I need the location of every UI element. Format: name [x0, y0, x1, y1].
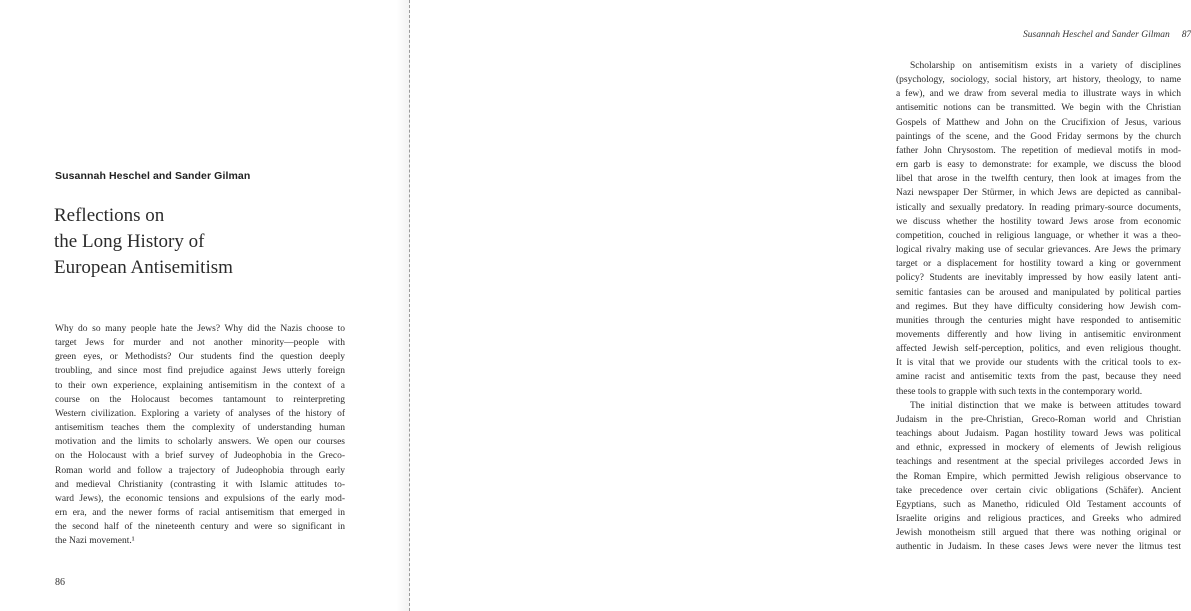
text-line: a few), and we draw from several media to illustrate ways in which — [896, 89, 1181, 100]
text-line: affected Jewish self-perception, politics, and even religious thought. — [896, 344, 1181, 355]
text-line: policy? Students are inevitably impressed by how easily latent anti- — [896, 273, 1181, 284]
paragraph — [896, 59, 1181, 399]
text-line: and regimes. But they have difficulty considering how Jewish com- — [896, 301, 1181, 312]
running-head — [1023, 30, 1191, 40]
chapter-title-line: Reflections on — [54, 205, 165, 226]
text-line: munities through the centuries might have responded to antisemitic — [896, 315, 1181, 326]
text-line: to their own experience, explaining antisemitism in the context of a — [55, 380, 345, 391]
text-line: the Roman Empire, which permitted Jewish religious observance to — [896, 471, 1181, 482]
text-line: istically and sexually predatory. In reading primary-source documents, — [896, 202, 1181, 213]
text-line: The initial distinction that we make is between attitudes toward — [910, 400, 1181, 411]
text-line: target Jews for murder and not another minority—people with — [55, 338, 345, 349]
right-page — [412, 0, 1191, 611]
text-line: competition, couched in religious language, or whether it was a theo- — [896, 230, 1181, 241]
text-line: take precedence over certain civic obligations (Schäfer). Ancient — [896, 485, 1181, 496]
text-line: target or a displacement for hostility toward a king or government — [896, 259, 1181, 270]
text-line: ward Jews), the economic tensions and expulsions of the early mod- — [55, 493, 345, 504]
text-line: Why do so many people hate the Jews? Why did the Nazis choose to — [55, 324, 345, 334]
chapter-title-line: the Long History of — [54, 231, 205, 252]
text-line: we discuss whether the hostility toward Jews arose from economic — [896, 216, 1181, 227]
text-line: Israelite origins and religious practices, and Greeks who admired — [896, 514, 1181, 524]
text-line: Jewish monotheism still argued that there was nothing original or — [896, 528, 1181, 539]
text-line: amine racist and antisemitic texts from the past, because they need — [896, 372, 1181, 383]
text-line: the second half of the nineteenth century and were so significant in — [55, 522, 345, 533]
text-line: Nazi newspaper Der Stürmer, in which Jews are depicted as cannibal- — [896, 188, 1181, 199]
opening-paragraph — [55, 322, 345, 549]
text-line: ern garb is easy to demonstrate: for example, we discuss the blood — [896, 160, 1181, 171]
chapter-title-line: European Antisemitism — [54, 257, 233, 278]
text-line: and medieval Christianity (contrasting it with Islamic attitudes to- — [55, 479, 345, 490]
text-line: logical rivalry making use of secular grievances. Are Jews the primary — [896, 245, 1181, 256]
text-line: and ethnic, expressed in mockery of elements of Jewish religious — [896, 443, 1181, 454]
text-line: motivation and the limits to scholarly answers. We open our courses — [55, 437, 345, 448]
text-line: movements differently and how living in antisemitic environment — [896, 329, 1181, 340]
text-line: course on the Holocaust becomes tantamount to reinterpreting — [55, 394, 345, 405]
text-line: Egyptians, such as Manetho, ridiculed Old Testament accounts of — [896, 499, 1181, 510]
text-line: on the Holocaust with a brief survey of Judeophobia in the Greco- — [55, 451, 345, 462]
text-line: teachings about Judaism. Pagan hostility toward Jews was political — [896, 429, 1181, 440]
text-line: paintings of the scene, and the Good Friday sermons by the church — [896, 131, 1181, 142]
text-line: father John Chrysostom. The repetition of medieval motifs in mod- — [896, 145, 1181, 156]
text-line: Judaism in the pre-Christian, Greco-Roman world and Christian — [896, 414, 1181, 425]
text-line: It is vital that we provide our students with the critical tools to ex- — [896, 358, 1181, 369]
text-line: (psychology, sociology, social history, art history, theology, to name — [896, 75, 1181, 86]
text-line: the Nazi movement.¹ — [55, 536, 135, 547]
text-line: semitic fantasies can be aroused and manipulated by political parties — [896, 287, 1181, 298]
text-line: antisemitism teaches them the complexity of understanding human — [55, 423, 345, 434]
right-page-body — [896, 59, 1181, 554]
page-number-left: 86 — [55, 577, 65, 588]
page-number-right: 87 — [1181, 30, 1191, 40]
text-line: Western civilization. Exploring a variety of analyses of the history of — [55, 408, 345, 419]
text-line: antisemitic notions can be transmitted. We begin with the Christian — [896, 103, 1181, 114]
left-page — [0, 0, 410, 611]
text-line: teachings and resentment at the special privileges accorded Jews in — [896, 457, 1181, 468]
chapter-authors: Susannah Heschel and Sander Gilman — [55, 170, 251, 182]
text-line: Roman world and follow a trajectory of Judeophobia through early — [55, 465, 345, 476]
text-line: these tools to grapple with such texts in the contemporary world. — [896, 386, 1143, 397]
text-line: ern era, and the newer forms of racial antisemitism that emerged in — [55, 508, 345, 519]
text-line: troubling, and since most find prejudice against Jews utterly foreign — [55, 366, 345, 377]
running-head-authors: Susannah Heschel and Sander Gilman — [1023, 30, 1170, 40]
chapter-title — [54, 203, 384, 281]
paragraph — [896, 399, 1181, 555]
text-line: green eyes, or Methodists? Our students find the question deeply — [55, 352, 345, 363]
text-line: Scholarship on antisemitism exists in a variety of disciplines — [910, 61, 1181, 71]
text-line: authentic in Judaism. In these cases Jews were never the litmus test — [896, 542, 1181, 553]
text-line: libel that arose in the twelfth century, then look at images from the — [896, 174, 1181, 185]
text-line: Gospels of Matthew and John on the Crucifixion of Jesus, various — [896, 117, 1181, 128]
